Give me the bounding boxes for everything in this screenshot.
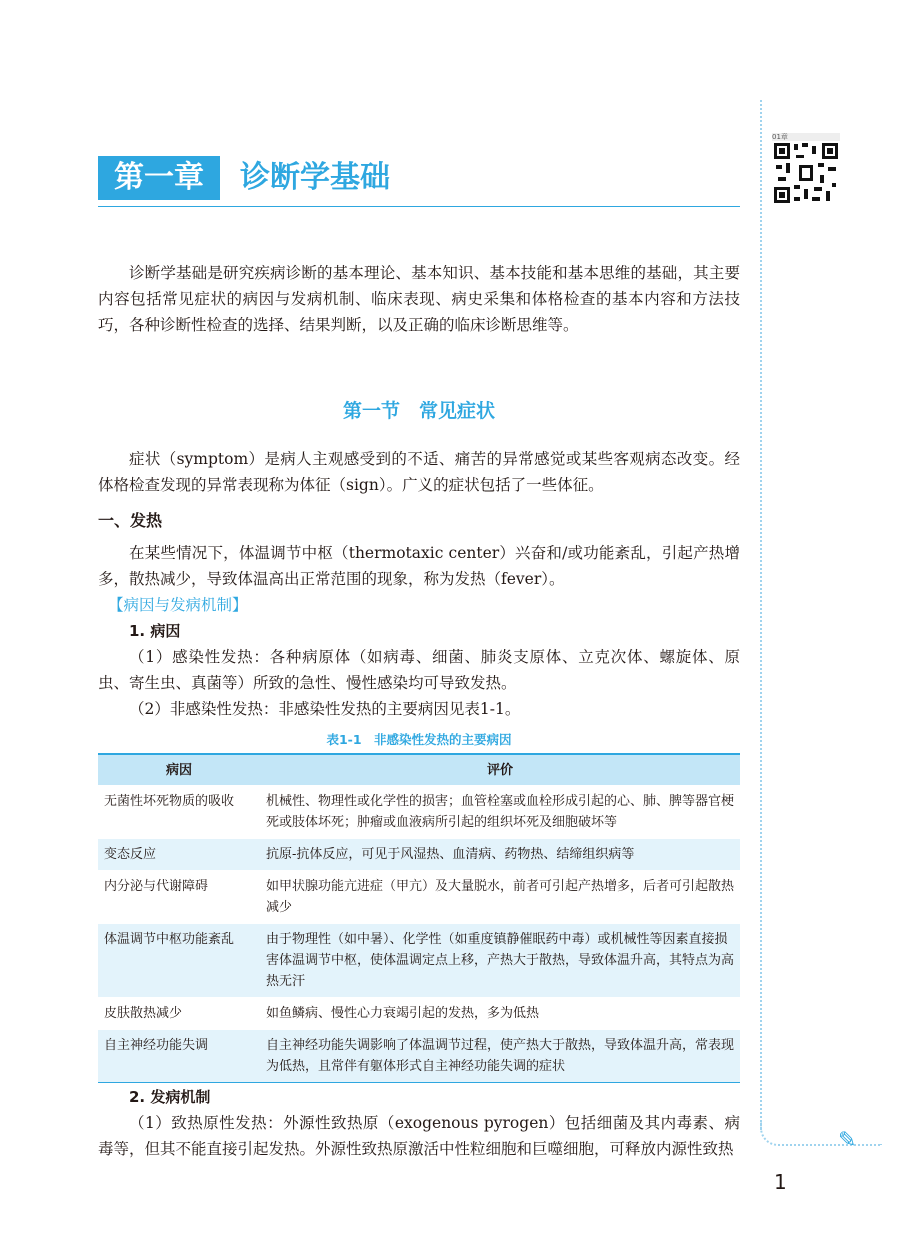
table-row: [98, 871, 740, 924]
section-title: 第一节 常见症状: [342, 400, 495, 422]
cause-cell: 内分泌与代谢障碍: [98, 871, 260, 924]
header-note: 评价: [260, 754, 740, 786]
subsection-title: 一、发热: [98, 511, 163, 530]
symptom-paragraph: 症状（symptom）是病人主观感受到的不适、痛苦的异常感觉或某些客观病态改变。经体格检查发现的异常表现称为体征（sign）。广义的症状包括了一些体征。: [98, 450, 740, 494]
chapter-header: [98, 152, 740, 207]
table-header-row: [98, 754, 740, 786]
table-row: [98, 839, 740, 871]
margin-dotted-line: [760, 100, 762, 1130]
note-cell: 机械性、物理性或化学性的损害；血管栓塞或血栓形成引起的心、肺、脾等器官梗死或肢体坏死；肿瘤或血液病所引起的组织坏死及细胞破坏等: [260, 786, 740, 839]
note-cell: 自主神经功能失调影响了体温调节过程，使产热大于散热，导致体温升高，常表现为低热，且常伴有躯体形式自主神经功能失调的症状: [260, 1030, 740, 1083]
chapter-number: 第一章: [98, 156, 220, 200]
fever-causes-table: [98, 753, 740, 1083]
mechanism-heading: 2. 发病机制: [129, 1088, 211, 1106]
mechanism-section: [98, 1084, 740, 1162]
header-cause: 病因: [98, 754, 260, 786]
note-cell: 抗原-抗体反应，可见于风湿热、血清病、药物热、结缔组织病等: [260, 839, 740, 871]
cause-2: （2）非感染性发热：非感染性发热的主要病因见表1-1。: [129, 700, 521, 718]
cause-cell: 体温调节中枢功能紊乱: [98, 924, 260, 998]
cause-heading: 1. 病因: [129, 622, 181, 640]
table-row: [98, 1030, 740, 1083]
cause-cell: 变态反应: [98, 839, 260, 871]
mechanism-1: （1）致热原性发热：外源性致热原（exogenous pyrogen）包括细菌及其内毒素、病毒等，但其不能直接引起发热。外源性致热原激活中性粒细胞和巨噬细胞，可释放内源性致热: [98, 1114, 740, 1158]
qr-pattern-icon: [772, 141, 840, 205]
page-number: 1: [774, 1170, 787, 1194]
cause-cell: 自主神经功能失调: [98, 1030, 260, 1083]
cause-cell: 无菌性坏死物质的吸收: [98, 786, 260, 839]
table-row: [98, 998, 740, 1030]
chapter-title: 诊断学基础: [240, 160, 390, 195]
cause-cell: 皮肤散热减少: [98, 998, 260, 1030]
intro-paragraph: [98, 260, 740, 338]
qr-code[interactable]: [772, 133, 840, 205]
intro-text: 诊断学基础是研究疾病诊断的基本理论、基本知识、基本技能和基本思维的基础，其主要内容包括常见症状的病因与发病机制、临床表现、病史采集和体格检查的基本内容和方法技巧，各种诊断性检查的选择、结果判断，以及正确的临床诊断思维等。: [98, 264, 740, 334]
table-caption: 表1-1 非感染性发热的主要病因: [326, 732, 512, 747]
table-row: [98, 786, 740, 839]
cause-1: （1）感染性发热：各种病原体（如病毒、细菌、肺炎支原体、立克次体、螺旋体、原虫、寄生虫、真菌等）所致的急性、慢性感染均可导致发热。: [98, 648, 740, 692]
table-row: [98, 924, 740, 998]
note-cell: 如鱼鳞病、慢性心力衰竭引起的发热，多为低热: [260, 998, 740, 1030]
note-cell: 由于物理性（如中暑）、化学性（如重度镇静催眠药中毒）或机械性等因素直接损害体温调节中枢，使体温调定点上移，产热大于散热，导致体温升高，其特点为高热无汗: [260, 924, 740, 998]
margin-dotted-curve: [760, 1120, 882, 1146]
note-cell: 如甲状腺功能亢进症（甲亢）及大量脱水，前者可引起产热增多，后者可引起散热减少: [260, 871, 740, 924]
bracket-heading: 【病因与发病机制】: [108, 596, 248, 614]
pen-icon: ✎: [838, 1128, 857, 1153]
main-content: [98, 446, 740, 722]
qr-label: 01章: [772, 133, 840, 141]
fever-paragraph: 在某些情况下，体温调节中枢（thermotaxic center）兴奋和/或功能紊乱，引起产热增多，散热减少，导致体温高出正常范围的现象，称为发热（fever）。: [98, 544, 740, 588]
